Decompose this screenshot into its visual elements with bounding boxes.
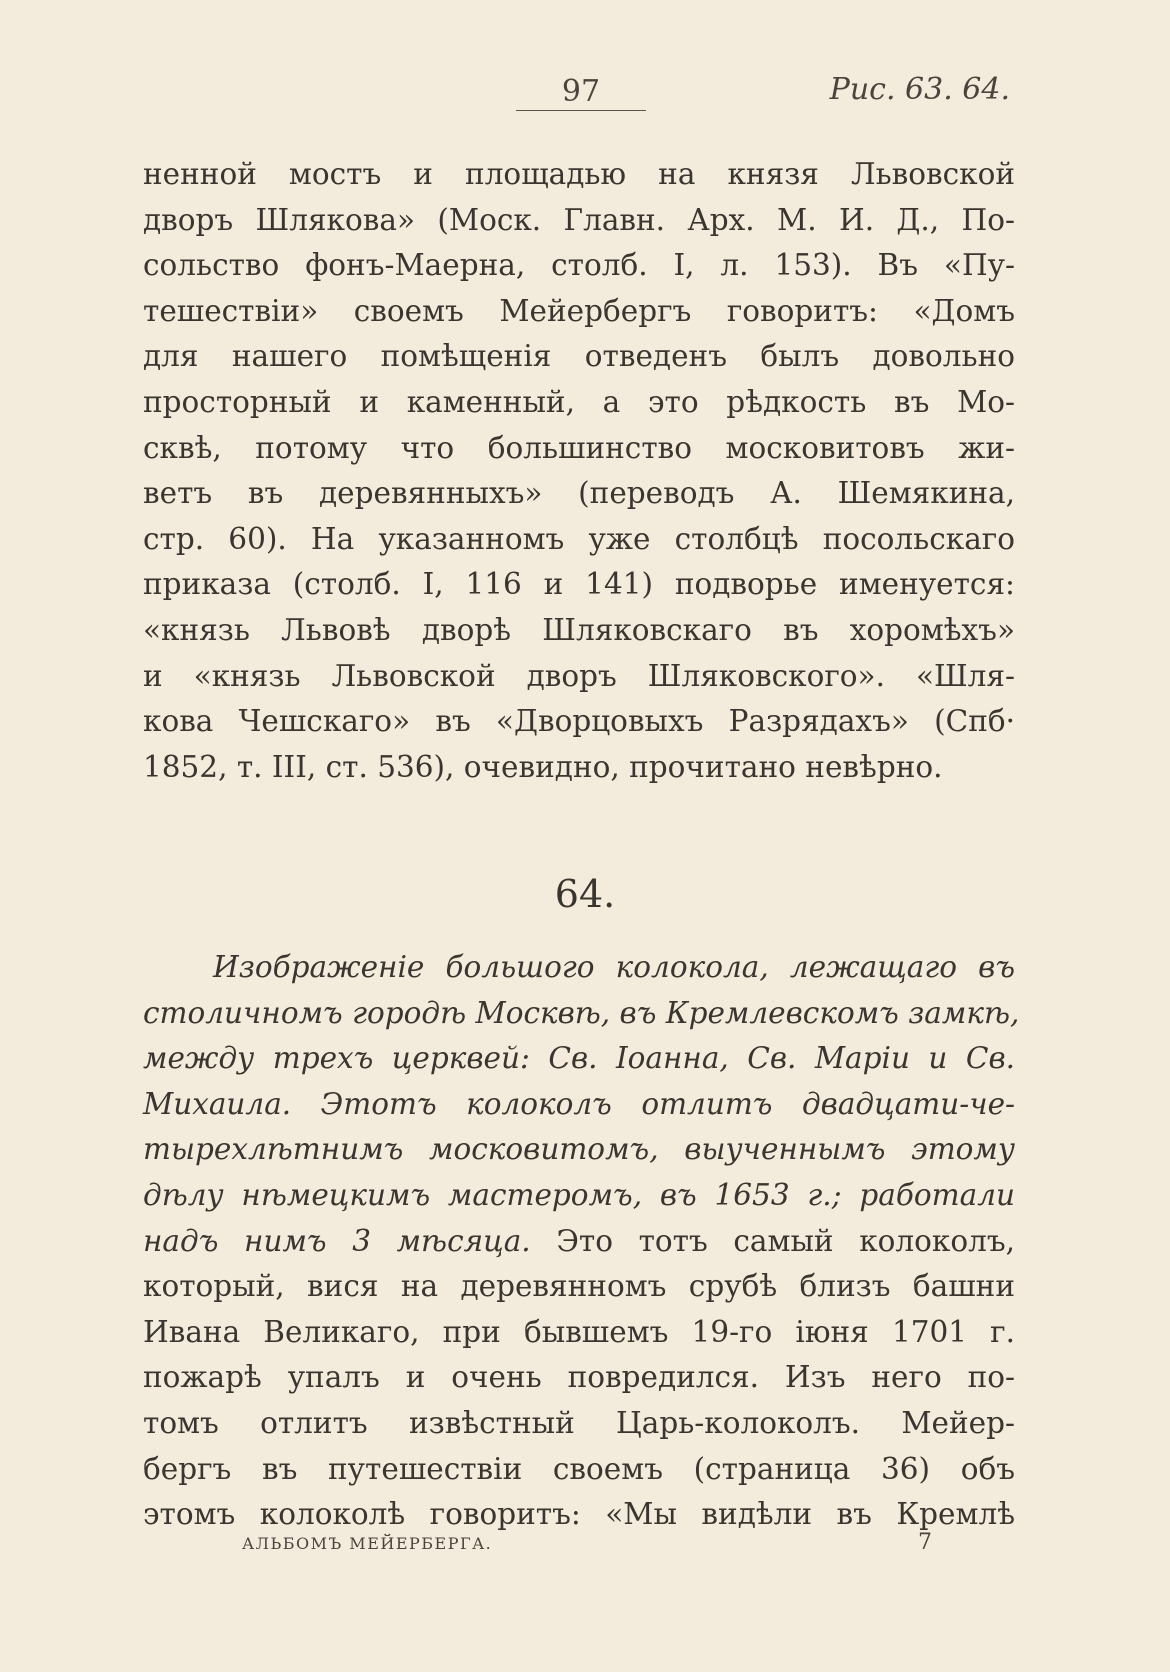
text-line: пожарѣ упалъ и очень повредился. Изъ него по- <box>143 1360 1015 1395</box>
running-head: Рис. 63. 64. <box>829 72 1010 107</box>
signature-mark: АЛЬБОМЪ МЕЙЕРБЕРГА. <box>242 1534 493 1553</box>
page-number: 97 <box>561 74 601 109</box>
page-footer <box>0 1530 1170 1564</box>
sheet-number: 7 <box>918 1530 932 1555</box>
paragraph-continuation <box>143 152 1015 790</box>
text-line: томъ отлитъ извѣстный Царь-колоколъ. Мейер- <box>143 1405 1015 1440</box>
text-line: сквѣ, потому что большинство московитовъ жи- <box>143 430 1015 465</box>
text-line: 1852, т. III, ст. 536), очевидно, прочитано невѣрно. <box>143 749 943 784</box>
text-line: стр. 60). На указанномъ уже столбцѣ посольскаго <box>143 521 1015 556</box>
caption-end: надъ нимъ 3 мѣсяца. <box>143 1223 531 1258</box>
caption-line: Изображеніе большого колокола, лежащаго въ <box>213 950 1015 984</box>
text-line: приказа (столб. I, 116 и 141) подворье именуется: <box>143 567 1015 602</box>
text-start: Это тотъ самый колоколъ, <box>530 1223 1016 1258</box>
section-number: 64. <box>554 872 616 916</box>
text-line: ненной мостъ и площадью на князя Львовской <box>143 157 1015 191</box>
caption-line: дѣлу нѣмецкимъ мастеромъ, въ 1653 г.; работали <box>143 1177 1015 1212</box>
text-line: для нашего помѣщенія отведенъ былъ довольно <box>143 339 1015 374</box>
text-line: ветъ въ деревянныхъ» (переводъ А. Шемякина, <box>143 476 1015 511</box>
text-line: тешествіи» своемъ Мейербергъ говоритъ: «Домъ <box>143 293 1015 328</box>
caption-line: столичномъ городѣ Москвѣ, въ Кремлевскомъ замкѣ, <box>143 995 1020 1030</box>
text-line-mixed <box>143 1219 1015 1265</box>
text-line: «князь Львовѣ дворѣ Шляковскаго въ хоромѣхъ» <box>143 612 1015 647</box>
page-number-rule <box>516 110 646 111</box>
caption-line: тырехлѣтнимъ московитомъ, выученнымъ этому <box>143 1132 1015 1167</box>
text-line: сольство фонъ-Маерна, столб. I, л. 153). Въ «Пу- <box>143 248 1015 283</box>
section-64-paragraph <box>143 945 1020 1538</box>
text-line: бергъ въ путешествіи своемъ (страница 36) объ <box>143 1451 1015 1486</box>
text-line: который, вися на деревянномъ срубѣ близъ башни <box>143 1269 1015 1304</box>
text-line: и «князь Львовской дворъ Шляковского». «Шля- <box>143 658 1015 693</box>
text-line: Ивана Великаго, при бывшемъ 19-го іюня 1701 г. <box>143 1314 1015 1349</box>
page-header <box>0 66 1170 116</box>
text-line: просторный и каменный, а это рѣдкость въ Мо- <box>143 384 1015 419</box>
caption-line: между трехъ церквей: Св. Іоанна, Св. Маріи и Св. <box>143 1041 1015 1076</box>
text-line: дворъ Шлякова» (Моск. Главн. Арх. М. И. Д., По- <box>143 202 1015 237</box>
text-line: этомъ колоколѣ говоритъ: «Мы видѣли въ Кремлѣ <box>143 1497 1015 1532</box>
caption-line: Михаила. Этотъ колоколъ отлитъ двадцати-че- <box>143 1086 1015 1121</box>
text-line: кова Чешскаго» въ «Дворцовыхъ Разрядахъ» (Спб· <box>143 704 1015 739</box>
